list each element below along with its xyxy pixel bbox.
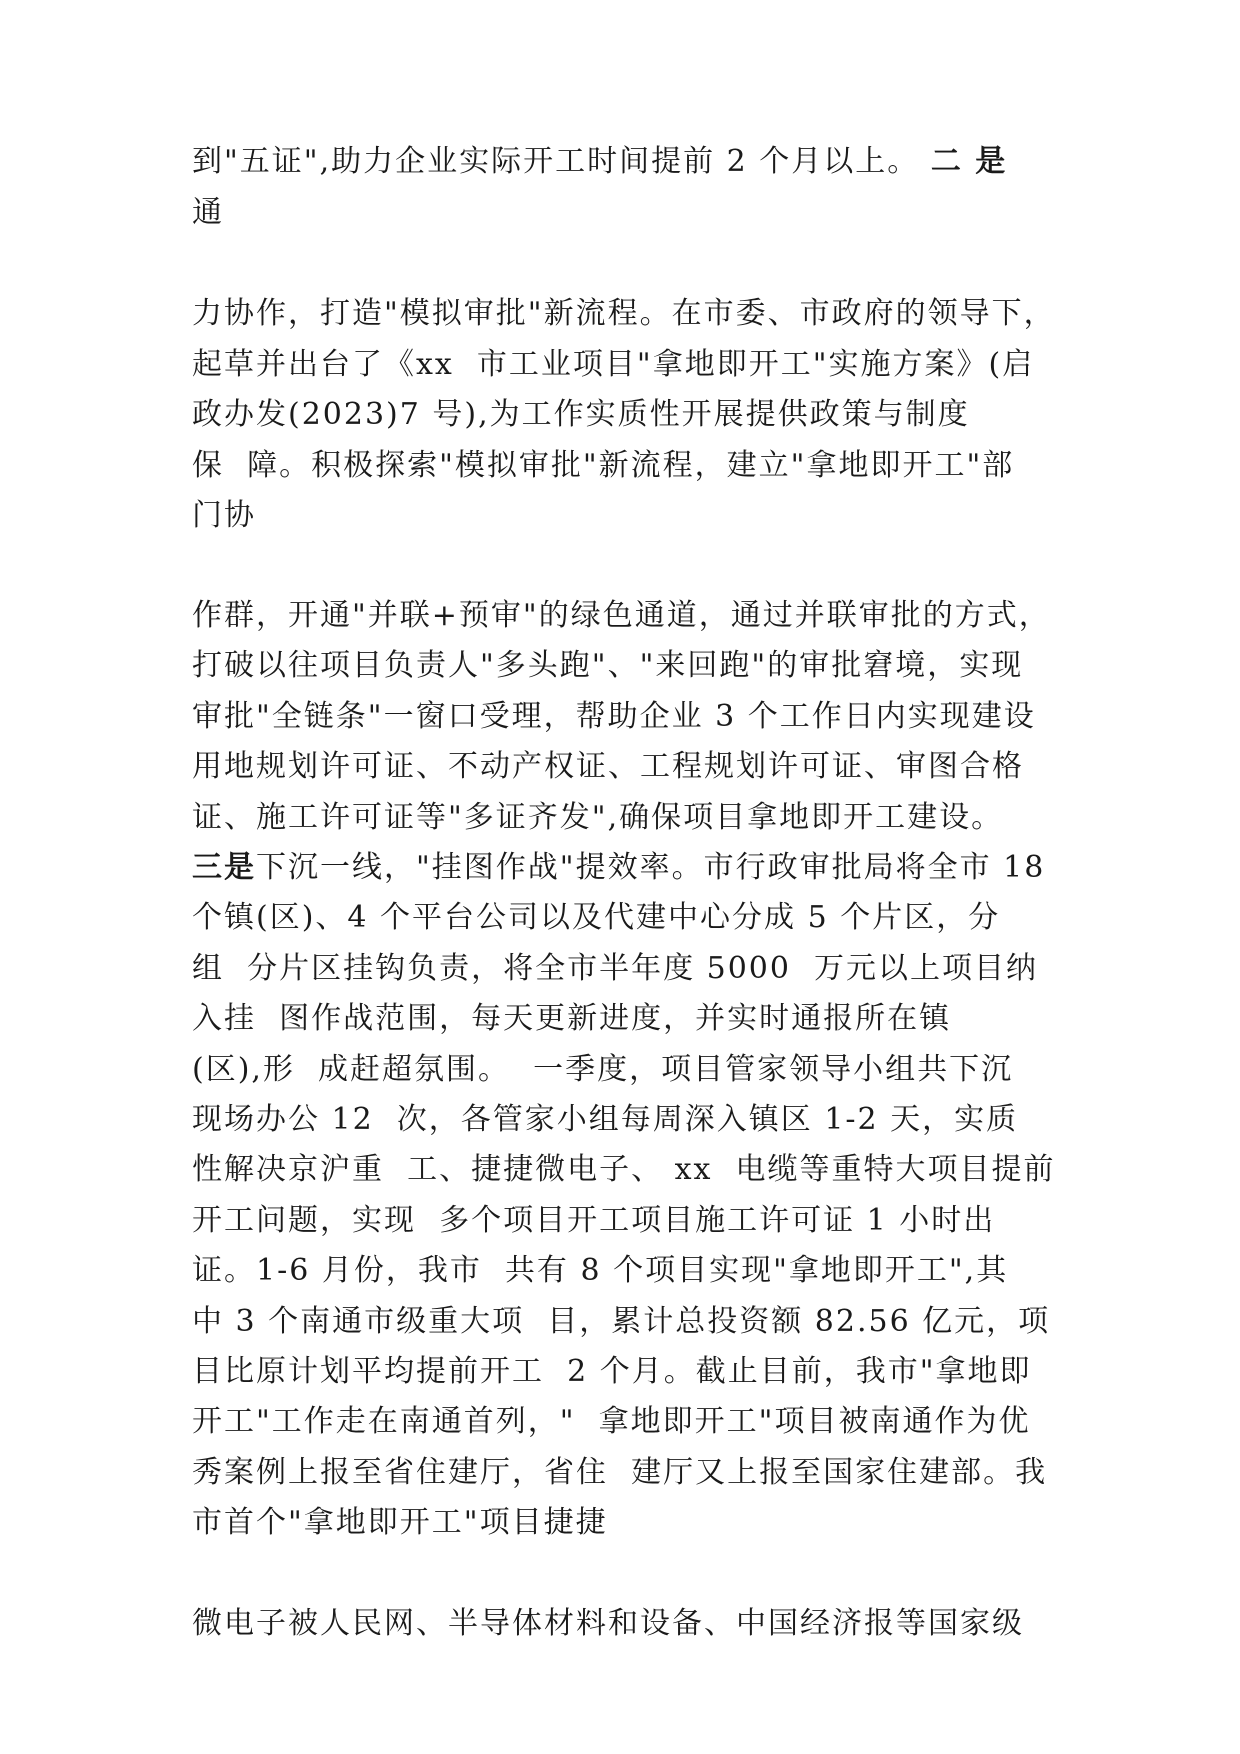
text-line: 开工问题，实现 多个项目开工项目施工许可证 1 小时出: [192, 1203, 996, 1238]
text-line: 入挂 图作战范围，每天更新进度，并实时通报所在镇: [192, 1001, 952, 1036]
text-line: 保 障。积极探索"模拟审批"新流程，建立"拿地即开工"部: [192, 448, 1015, 483]
text-span: 到"五证",助力企业实际开工时间提前 2 个月以上。: [192, 144, 931, 179]
text-line: [192, 848, 1045, 888]
text-line: 作群，开通"并联+预审"的绿色通道，通过并联审批的方式，: [192, 598, 1051, 633]
text-line: 微电子被人民网、半导体材料和设备、中国经济报等国家级: [192, 1606, 1024, 1641]
text-line: 秀案例上报至省住建厅，省住 建厅又上报至国家住建部。我: [192, 1455, 1048, 1490]
text-line: 证、施工许可证等"多证齐发",确保项目拿地即开工建设。: [192, 800, 1004, 835]
text-line: 性解决京沪重 工、捷捷微电子、 xx 电缆等重特大项目提前: [192, 1152, 1056, 1187]
text-line: 个镇(区)、4 个平台公司以及代建中心分成 5 个片区，分: [192, 900, 1001, 935]
text-span: 下沉一线，"挂图作战"提效率。市行政审批局将全市 18: [256, 850, 1046, 885]
text-line: [192, 142, 1007, 182]
text-line: 打破以往项目负责人"多头跑"、"来回跑"的审批窘境，实现: [192, 648, 1024, 683]
text-line: (区),形 成赶超氛围。 一季度，项目管家领导小组共下沉: [192, 1052, 1014, 1087]
text-line: 市首个"拿地即开工"项目捷捷: [192, 1505, 608, 1540]
text-line: 通: [192, 195, 224, 230]
text-line: 中 3 个南通市级重大项 目，累计总投资额 82.56 亿元，项: [192, 1304, 1051, 1339]
text-line: 用地规划许可证、不动产权证、工程规划许可证、审图合格: [192, 749, 1024, 784]
bold-heading-span: 三是: [192, 850, 256, 885]
bold-heading-span: 二 是: [930, 144, 1008, 179]
text-line: 现场办公 12 次，各管家小组每周深入镇区 1-2 天，实质: [192, 1102, 1019, 1137]
text-line: 目比原计划平均提前开工 2 个月。截止目前，我市"拿地即: [192, 1354, 1032, 1389]
text-line: 组 分片区挂钩负责，将全市半年度 5000 万元以上项目纳: [192, 951, 1039, 986]
text-line: 开工"工作走在南通首列，" 拿地即开工"项目被南通作为优: [192, 1404, 1031, 1439]
text-line: 力协作，打造"模拟审批"新流程。在市委、市政府的领导下，: [192, 296, 1056, 331]
text-line: 审批"全链条"一窗口受理，帮助企业 3 个工作日内实现建设: [192, 699, 1036, 734]
text-line: 门协: [192, 498, 256, 533]
text-line: 证。1-6 月份，我市 共有 8 个项目实现"拿地即开工",其: [192, 1253, 1009, 1288]
text-line: 起草并出台了《xx 市工业项目"拿地即开工"实施方案》(启: [192, 347, 1035, 382]
text-line: 政办发(2023)7 号),为工作实质性开展提供政策与制度: [192, 397, 970, 432]
